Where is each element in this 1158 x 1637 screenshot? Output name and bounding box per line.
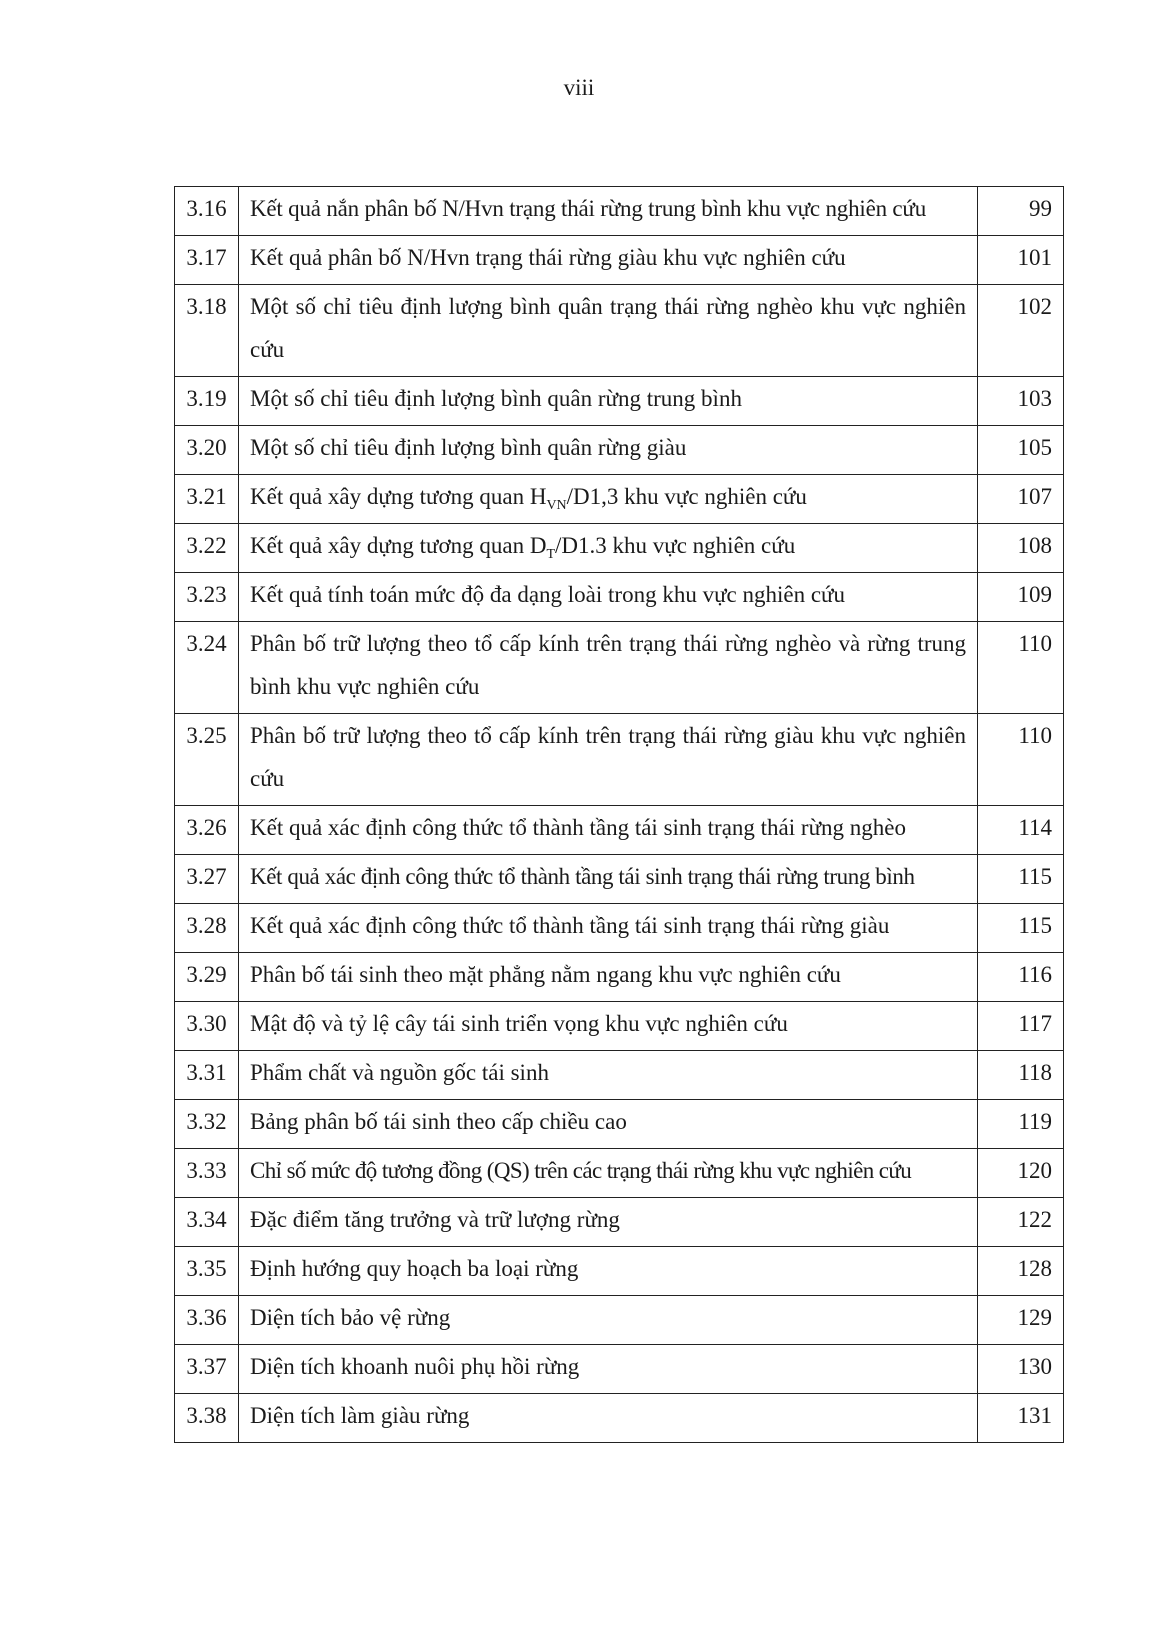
table-number: 3.23 — [186, 582, 227, 607]
page-ref: 120 — [1017, 1158, 1052, 1183]
table-title: Kết quả xác định công thức tổ thành tầng tái sinh trạng thái rừng trung bình — [250, 864, 915, 889]
table-row — [175, 806, 1064, 855]
table-number: 3.21 — [186, 484, 227, 509]
table-row — [175, 1051, 1064, 1100]
page-ref: 103 — [1017, 386, 1052, 411]
table-row — [175, 377, 1064, 426]
table-title: Diện tích khoanh nuôi phụ hồi rừng — [250, 1354, 580, 1379]
table-title: Một số chỉ tiêu định lượng bình quân trạng thái rừng nghèo khu vực nghiên cứu — [250, 294, 966, 362]
table-number: 3.20 — [186, 435, 227, 460]
table-row — [175, 1002, 1064, 1051]
table-number: 3.36 — [186, 1305, 227, 1330]
table-number: 3.34 — [186, 1207, 227, 1232]
table-title: Phẩm chất và nguồn gốc tái sinh — [250, 1060, 549, 1085]
page-ref: 101 — [1017, 245, 1052, 270]
table-number: 3.32 — [186, 1109, 227, 1134]
table-number: 3.29 — [186, 962, 227, 987]
page-ref: 107 — [1017, 484, 1052, 509]
table-row — [175, 622, 1064, 714]
page-number: viii — [563, 75, 595, 100]
table-title: Kết quả nắn phân bố N/Hvn trạng thái rừng trung bình khu vực nghiên cứu — [250, 196, 927, 221]
table-title: Chỉ số mức độ tương đồng (QS) trên các trạng thái rừng khu vực nghiên cứu — [250, 1158, 912, 1183]
page-ref: 129 — [1017, 1305, 1052, 1330]
table-title: Kết quả xác định công thức tổ thành tầng tái sinh trạng thái rừng giàu — [250, 913, 890, 938]
table-title: Diện tích bảo vệ rừng — [250, 1305, 451, 1330]
table-number: 3.18 — [186, 294, 227, 319]
table-number: 3.16 — [186, 196, 227, 221]
table-title: Định hướng quy hoạch ba loại rừng — [250, 1256, 579, 1281]
table-number: 3.38 — [186, 1403, 227, 1428]
table-title: Kết quả xây dựng tương quan $H_{VN}/D1,3$ khu vực nghiên cứu — [250, 484, 807, 513]
page-ref: 115 — [1018, 864, 1052, 889]
table-row — [175, 426, 1064, 475]
table-title: Mật độ và tỷ lệ cây tái sinh triển vọng khu vực nghiên cứu — [250, 1011, 788, 1036]
table-title: Kết quả phân bố N/Hvn trạng thái rừng giàu khu vực nghiên cứu — [250, 245, 846, 270]
table-title: Kết quả xây dựng tương quan $D_T/D1.3$ khu vực nghiên cứu — [250, 533, 796, 562]
page-ref: 114 — [1018, 815, 1052, 840]
table-title: Phân bố trữ lượng theo tổ cấp kính trên trạng thái rừng giàu khu vực nghiên cứu — [250, 723, 966, 791]
page-ref: 130 — [1017, 1354, 1052, 1379]
table-title: Một số chỉ tiêu định lượng bình quân rừng trung bình — [250, 386, 742, 411]
table-row — [175, 1296, 1064, 1345]
table-number: 3.31 — [186, 1060, 227, 1085]
table-row — [175, 714, 1064, 806]
page-ref: 99 — [1029, 196, 1052, 221]
table-row — [175, 1100, 1064, 1149]
page-ref: 128 — [1017, 1256, 1052, 1281]
table-row — [175, 187, 1064, 236]
table-title: Phân bố trữ lượng theo tổ cấp kính trên trạng thái rừng nghèo và rừng trung bình khu vực nghiên cứu — [250, 631, 966, 699]
table-title: Đặc điểm tăng trưởng và trữ lượng rừng — [250, 1207, 620, 1232]
table-number: 3.25 — [186, 723, 227, 748]
table-row — [175, 855, 1064, 904]
table-row — [175, 1394, 1064, 1443]
table-number: 3.27 — [186, 864, 227, 889]
table-number: 3.33 — [186, 1158, 227, 1183]
page-ref: 116 — [1018, 962, 1052, 987]
list-of-tables — [174, 186, 1064, 1443]
table-title: Một số chỉ tiêu định lượng bình quân rừng giàu — [250, 435, 687, 460]
table-number: 3.30 — [186, 1011, 227, 1036]
table-row — [175, 1247, 1064, 1296]
table-row — [175, 904, 1064, 953]
table-number: 3.22 — [186, 533, 227, 558]
page-ref: 110 — [1018, 723, 1052, 748]
table-row — [175, 1149, 1064, 1198]
table-row — [175, 524, 1064, 573]
table-title: Bảng phân bố tái sinh theo cấp chiều cao — [250, 1109, 627, 1134]
page-ref: 117 — [1018, 1011, 1052, 1036]
table-number: 3.19 — [186, 386, 227, 411]
table-number: 3.28 — [186, 913, 227, 938]
page-ref: 131 — [1017, 1403, 1052, 1428]
table-number: 3.37 — [186, 1354, 227, 1379]
table-row — [175, 285, 1064, 377]
table-title: Diện tích làm giàu rừng — [250, 1403, 470, 1428]
page-ref: 109 — [1017, 582, 1052, 607]
page-ref: 110 — [1018, 631, 1052, 656]
page-ref: 119 — [1018, 1109, 1052, 1134]
page-ref: 105 — [1017, 435, 1052, 460]
table-number: 3.26 — [186, 815, 227, 840]
table-number: 3.24 — [186, 631, 227, 656]
table-row — [175, 475, 1064, 524]
table-row — [175, 953, 1064, 1002]
table-row — [175, 1198, 1064, 1247]
page-ref: 102 — [1017, 294, 1052, 319]
table-row — [175, 1345, 1064, 1394]
page-ref: 115 — [1018, 913, 1052, 938]
table-number: 3.17 — [186, 245, 227, 270]
table-title: Phân bố tái sinh theo mặt phẳng nằm ngang khu vực nghiên cứu — [250, 962, 841, 987]
table-title: Kết quả tính toán mức độ đa dạng loài trong khu vực nghiên cứu — [250, 582, 846, 607]
table-title: Kết quả xác định công thức tổ thành tầng tái sinh trạng thái rừng nghèo — [250, 815, 906, 840]
page-ref: 122 — [1017, 1207, 1052, 1232]
table-number: 3.35 — [186, 1256, 227, 1281]
page-ref: 108 — [1017, 533, 1052, 558]
table-row — [175, 573, 1064, 622]
table-row — [175, 236, 1064, 285]
page-ref: 118 — [1018, 1060, 1052, 1085]
